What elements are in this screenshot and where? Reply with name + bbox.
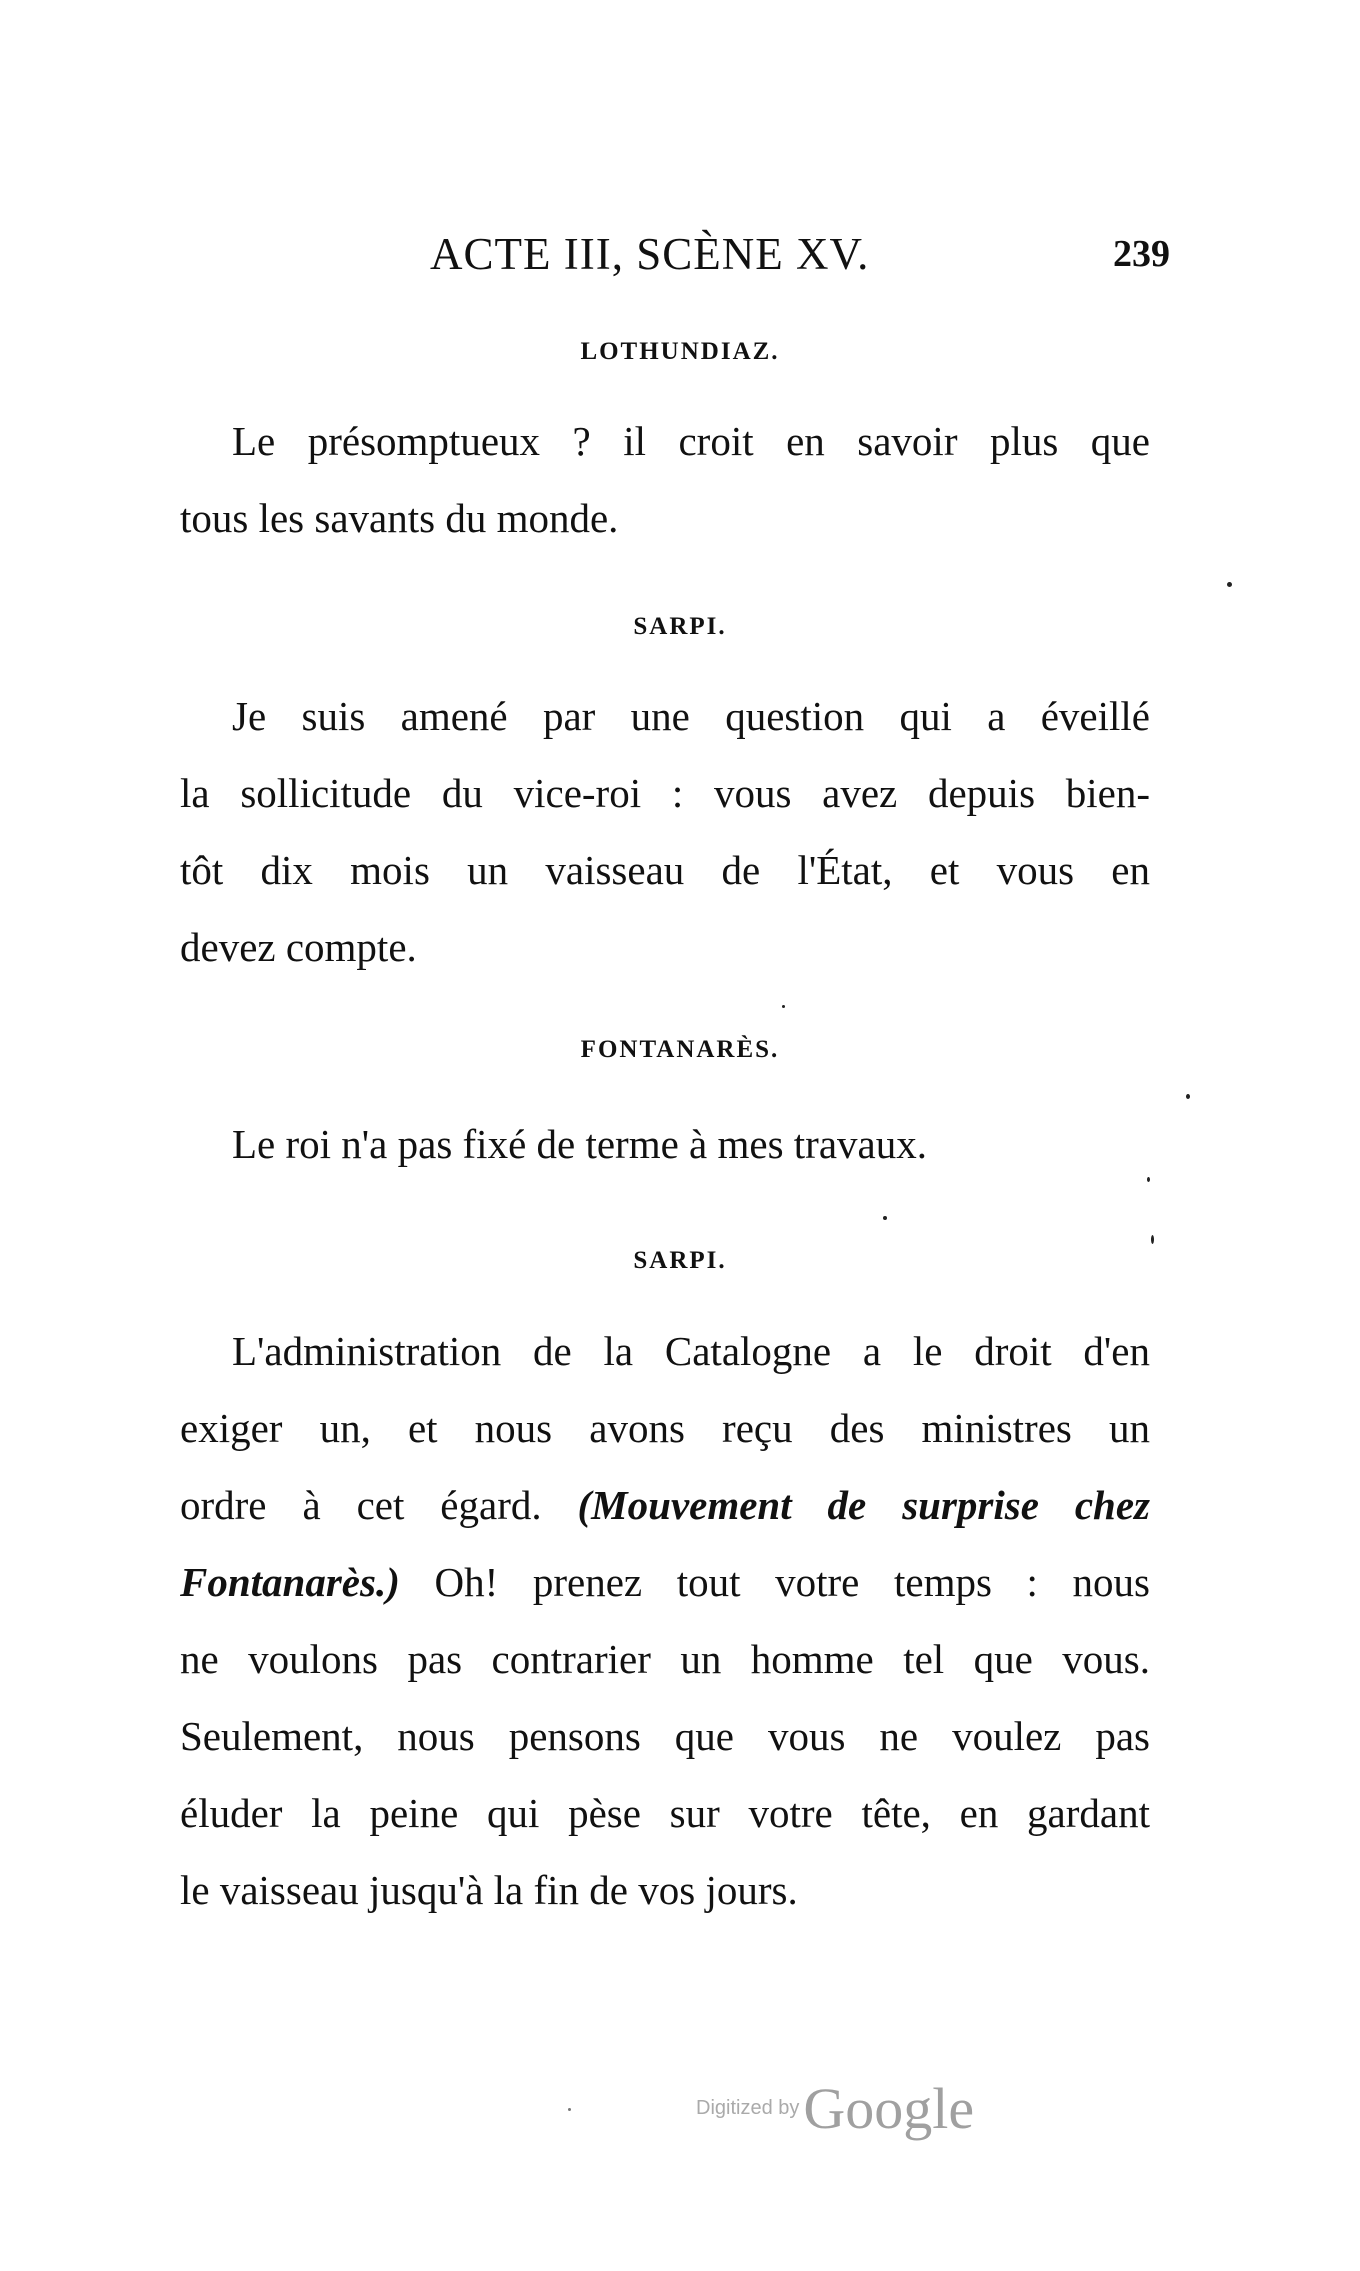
digitized-watermark — [696, 2075, 974, 2142]
dialogue-paragraph — [180, 403, 1150, 557]
text-line: devez compte. — [180, 924, 417, 970]
text-line: la sollicitude du vice-roi : vous avez depuis bien- — [180, 770, 1150, 816]
text-line: L'administration de la Catalogne a le droit d'en — [232, 1328, 1150, 1374]
speaker-name: FONTANARÈS. — [580, 1036, 780, 1063]
text-fragment: Oh! prenez tout votre temps : nous — [434, 1559, 1150, 1605]
text-line: tous les savants du monde. — [180, 495, 619, 541]
scan-speck — [1151, 1235, 1154, 1244]
text-line: Le présomptueux ? il croit en savoir plus que — [232, 418, 1150, 464]
scan-speck — [1147, 1177, 1150, 1182]
running-header — [430, 228, 1170, 288]
dialogue-paragraph — [180, 1313, 1150, 1929]
google-logo: Google — [803, 2076, 975, 2141]
header-title: ACTE III, SCÈNE XV. — [430, 229, 870, 279]
text-line — [180, 1544, 1150, 1621]
text-line: Seulement, nous pensons que vous ne voulez pas — [180, 1713, 1150, 1759]
text-line: tôt dix mois un vaisseau de l'État, et vous en — [180, 847, 1150, 893]
text-line: Le roi n'a pas fixé de terme à mes travaux. — [232, 1121, 927, 1167]
scan-speck — [883, 1216, 887, 1220]
stage-direction: Fontanarès.) — [180, 1559, 400, 1605]
scan-speck — [1227, 582, 1232, 587]
scan-speck — [568, 2108, 571, 2111]
text-line: ne voulons pas contrarier un homme tel que vous. — [180, 1636, 1150, 1682]
speaker-name: SARPI. — [633, 613, 727, 640]
dialogue-paragraph — [180, 1106, 1150, 1183]
watermark-prefix: Digitized by — [696, 2097, 800, 2119]
text-fragment: ordre à cet égard. — [180, 1482, 542, 1528]
speaker-name: LOTHUNDIAZ. — [580, 338, 780, 365]
speaker-name: SARPI. — [633, 1247, 727, 1274]
text-line: exiger un, et nous avons reçu des ministres un — [180, 1405, 1150, 1451]
text-line: éluder la peine qui pèse sur votre tête, en gardant — [180, 1790, 1150, 1836]
scan-speck — [1186, 1094, 1190, 1099]
text-line: le vaisseau jusqu'à la fin de vos jours. — [180, 1867, 798, 1913]
text-line: Je suis amené par une question qui a éveillé — [232, 693, 1150, 739]
scan-speck — [782, 1005, 785, 1008]
page-number: 239 — [1113, 233, 1170, 275]
stage-direction: (Mouvement de surprise chez — [577, 1482, 1150, 1528]
text-line — [180, 1467, 1150, 1544]
dialogue-paragraph — [180, 678, 1150, 986]
